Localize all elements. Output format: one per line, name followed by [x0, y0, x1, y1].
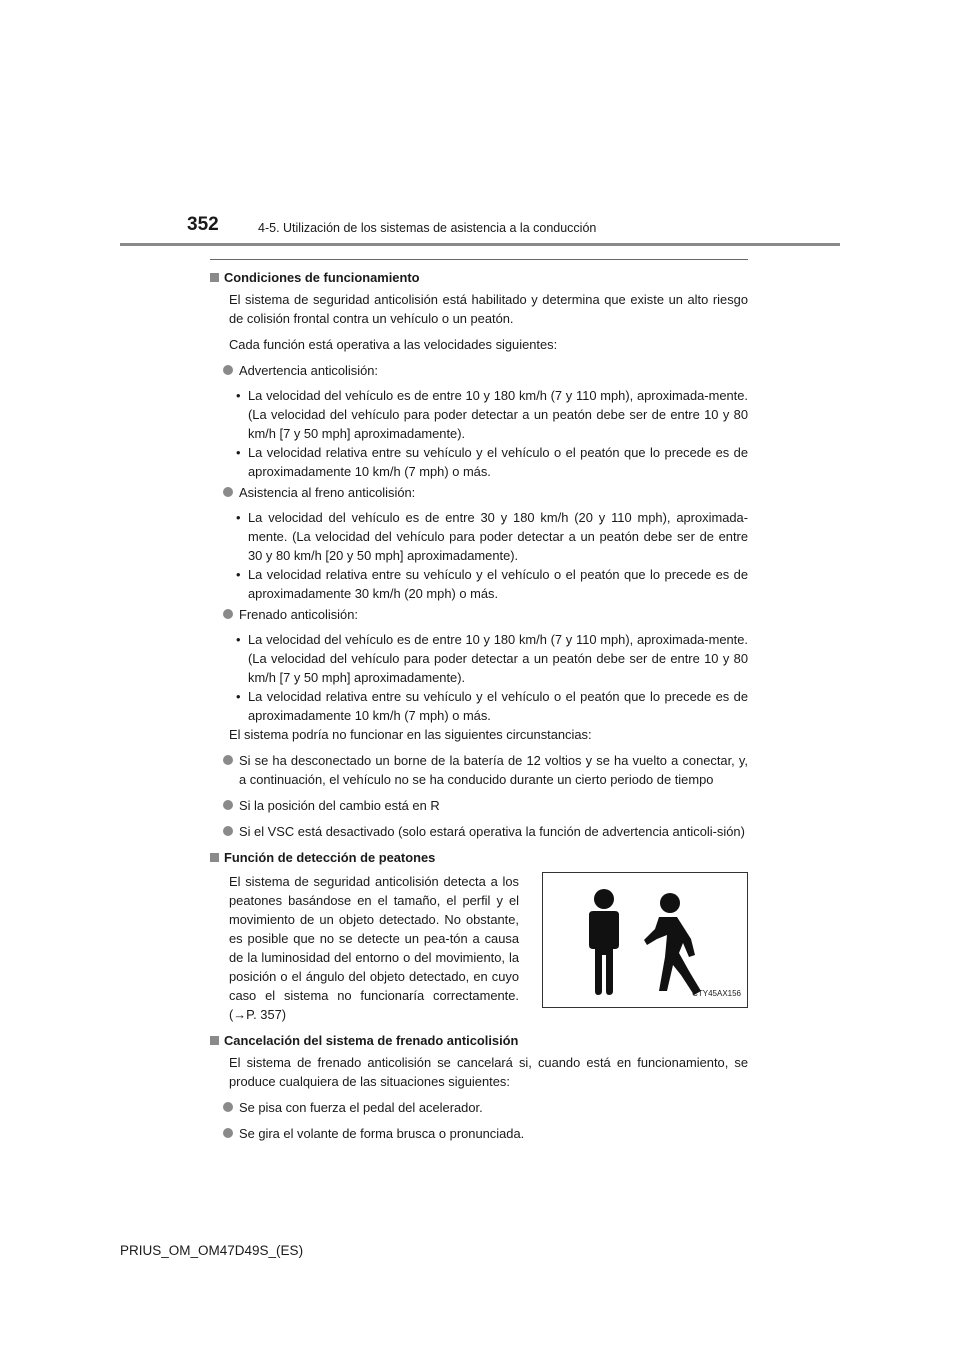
dot-marker: •	[236, 567, 241, 582]
sub-list-item	[210, 630, 748, 687]
list-item	[210, 796, 748, 815]
sub-list	[210, 386, 748, 481]
section-heading-pedestrian-detection	[210, 848, 748, 867]
list-item-text: Se gira el volante de forma brusca o pronunciada.	[239, 1126, 525, 1141]
page-number: 352	[187, 214, 219, 235]
section-heading-text: Condiciones de funcionamiento	[224, 270, 420, 285]
sub-list-item	[210, 386, 748, 443]
dot-marker: •	[236, 689, 241, 704]
circle-bullet-icon	[223, 1128, 233, 1138]
list-item-text: Frenado anticolisión:	[239, 607, 358, 622]
list-item	[210, 1124, 748, 1143]
pedestrian-detection-block	[210, 872, 748, 1024]
square-bullet-icon	[210, 273, 219, 282]
list-item	[210, 361, 748, 380]
square-bullet-icon	[210, 853, 219, 862]
pedestrian-illustration	[542, 872, 748, 1008]
sub-list-item-text: La velocidad relativa entre su vehículo y el vehículo o el peatón que lo precede es de aproximadamente 10 km/h (7 mph) o más.	[248, 445, 748, 479]
circle-bullet-icon	[223, 800, 233, 810]
sub-list-item-text: La velocidad del vehículo es de entre 10 y 180 km/h (7 y 110 mph), aproximada-mente. (La velocidad del vehículo para poder detectar a un peatón debe ser de entre 10 y 80 km/h [7 y 50 mph] aproximadamente).	[248, 632, 748, 685]
paragraph: El sistema podría no funcionar en las siguientes circunstancias:	[229, 727, 592, 742]
list-item	[210, 822, 748, 841]
sub-list-item-text: La velocidad relativa entre su vehículo y el vehículo o el peatón que lo precede es de aproximadamente 10 km/h (7 mph) o más.	[248, 689, 748, 723]
section-heading-operating-conditions	[210, 268, 748, 287]
paragraph: El sistema de seguridad anticolisión está habilitado y determina que existe un alto riesgo de colisión frontal contra un vehículo o un peatón.	[229, 292, 748, 326]
paragraph: El sistema de frenado anticolisión se cancelará si, cuando está en funcionamiento, se produce cualquiera de las situaciones siguientes:	[229, 1055, 748, 1089]
section-heading-text: Función de detección de peatones	[224, 850, 436, 865]
dot-marker: •	[236, 445, 241, 460]
circle-bullet-icon	[223, 1102, 233, 1112]
sub-list	[210, 508, 748, 603]
page-content	[210, 268, 748, 1150]
section-heading-text: Cancelación del sistema de frenado anticolisión	[224, 1033, 519, 1048]
sub-list-item-text: La velocidad del vehículo es de entre 30 y 180 km/h (20 y 110 mph), aproximada-mente. (La velocidad del vehículo para poder detectar a un peatón debe ser de entre 30 y 80 km/h [20 y 50 mph] aproximadamente).	[248, 510, 748, 563]
circle-bullet-icon	[223, 609, 233, 619]
list-item-text: Se pisa con fuerza el pedal del acelerador.	[239, 1100, 483, 1115]
list-item-text: Si se ha desconectado un borne de la batería de 12 voltios y se ha vuelto a conectar, y, a continuación, el vehículo no se ha conducido durante un cierto periodo de tiempo	[239, 753, 748, 787]
section-heading-cancellation	[210, 1031, 748, 1050]
sub-list-item	[210, 687, 748, 725]
circle-bullet-icon	[223, 487, 233, 497]
square-bullet-icon	[210, 1036, 219, 1045]
paragraph: El sistema de seguridad anticolisión detecta a los peatones basándose en el tamaño, el perfil y el movimiento de un objeto detectado. No obstante, es posible que no se detecte un pea-tón a causa de la luminosidad del entorno o del movimiento, la posición o el ángulo del objeto detectado, en cuyo caso el sistema no funcionaría correctamente. (→P. 357)	[229, 874, 519, 1022]
sub-list-item	[210, 508, 748, 565]
dot-marker: •	[236, 388, 241, 403]
list-item	[210, 483, 748, 502]
sub-list-item	[210, 565, 748, 603]
list-item	[210, 751, 748, 789]
list-item	[210, 1098, 748, 1117]
paragraph: Cada función está operativa a las velocidades siguientes:	[229, 337, 558, 352]
list-item-text: Si la posición del cambio está en R	[239, 798, 440, 813]
list-item-text: Advertencia anticolisión:	[239, 363, 379, 378]
dot-marker: •	[236, 632, 241, 647]
document-code: PRIUS_OM_OM47D49S_(ES)	[120, 1243, 304, 1258]
circle-bullet-icon	[223, 365, 233, 375]
section-rule	[210, 259, 748, 260]
sub-list	[210, 630, 748, 725]
list-item-text: Asistencia al freno anticolisión:	[239, 485, 416, 500]
header-rule	[120, 243, 840, 246]
sub-list-item-text: La velocidad del vehículo es de entre 10 y 180 km/h (7 y 110 mph), aproximada-mente. (La velocidad del vehículo para poder detectar a un peatón debe ser de entre 10 y 80 km/h [7 y 50 mph] aproximadamente).	[248, 388, 748, 441]
sub-list-item-text: La velocidad relativa entre su vehículo y el vehículo o el peatón que lo precede es de aproximadamente 30 km/h (20 mph) o más.	[248, 567, 748, 601]
sub-list-item	[210, 443, 748, 481]
circle-bullet-icon	[223, 755, 233, 765]
circle-bullet-icon	[223, 826, 233, 836]
list-item-text: Si el VSC está desactivado (solo estará operativa la función de advertencia anticoli-sión)	[239, 824, 745, 839]
dot-marker: •	[236, 510, 241, 525]
chapter-title: 4-5. Utilización de los sistemas de asistencia a la conducción	[258, 221, 597, 235]
figure-code: CTY45AX156	[692, 989, 741, 998]
list-item	[210, 605, 748, 624]
